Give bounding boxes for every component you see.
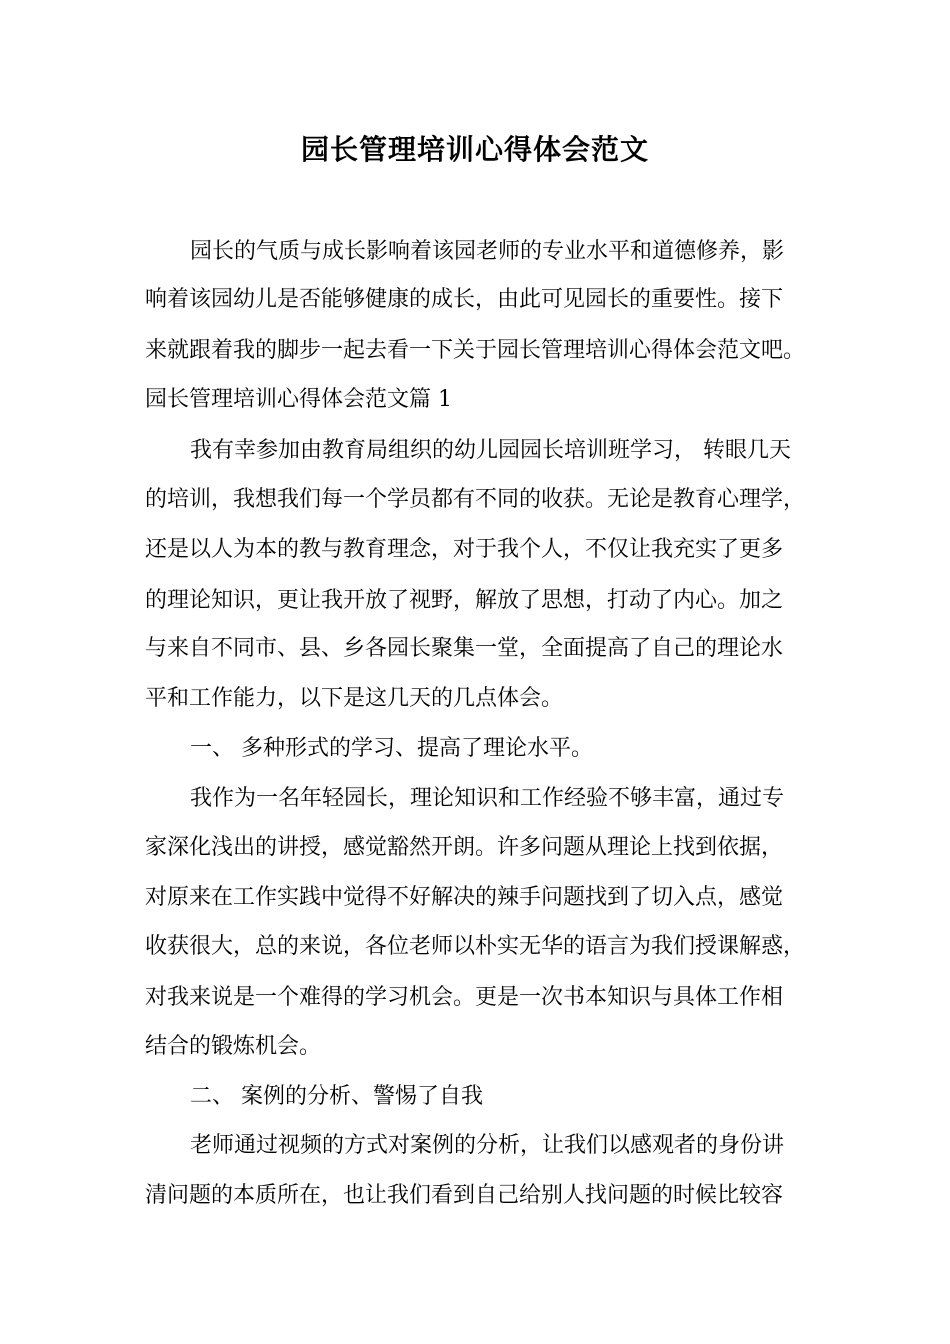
body-line: 来就跟着我的脚步一起去看一下关于园长管理培训心得体会范文吧。 <box>145 338 806 363</box>
body-line: 家深化浅出的讲授，感觉豁然开朗。许多问题从理论上找到依据， <box>145 835 784 860</box>
body-line: 对我来说是一个难得的学习机会。更是一次书本知识与具体工作相 <box>145 985 784 1010</box>
body-line: 的理论知识，更让我开放了视野，解放了思想，打动了内心。加之 <box>145 588 784 613</box>
body-line: 响着该园幼儿是否能够健康的成长，由此可见园长的重要性。接下 <box>145 287 784 312</box>
body-line: 的培训，我想我们每一个学员都有不同的收获。无论是教育心理学， <box>145 487 806 512</box>
body-line: 我有幸参加由教育局组织的幼儿园园长培训班学习， 转眼几天 <box>190 438 791 463</box>
body-line: 园长的气质与成长影响着该园老师的专业水平和道德修养，影 <box>190 239 785 264</box>
body-line: 平和工作能力，以下是这几天的几点体会。 <box>145 686 564 711</box>
section-heading: 园长管理培训心得体会范文篇 1 <box>145 387 452 412</box>
body-line: 老师通过视频的方式对案例的分析，让我们以感观者的身份讲 <box>190 1133 785 1158</box>
document-title: 园长管理培训心得体会范文 <box>300 133 649 166</box>
body-line: 对原来在工作实践中觉得不好解决的辣手问题找到了切入点，感觉 <box>145 885 784 910</box>
body-line: 结合的锻炼机会。 <box>145 1034 322 1059</box>
body-line: 我作为一名年轻园长，理论知识和工作经验不够丰富，通过专 <box>190 786 785 811</box>
subheading: 二、 案例的分析、警惕了自我 <box>190 1084 483 1109</box>
body-line: 清问题的本质所在，也让我们看到自己给别人找问题的时候比较容 <box>145 1183 784 1208</box>
body-line: 收获很大，总的来说，各位老师以朴实无华的语言为我们授课解惑， <box>145 934 806 959</box>
subheading: 一、 多种形式的学习、提高了理论水平。 <box>190 736 593 761</box>
body-line: 与来自不同市、县、乡各园长聚集一堂，全面提高了自己的理论水 <box>145 636 784 661</box>
body-line: 还是以人为本的教与教育理念，对于我个人，不仅让我充实了更多 <box>145 537 784 562</box>
